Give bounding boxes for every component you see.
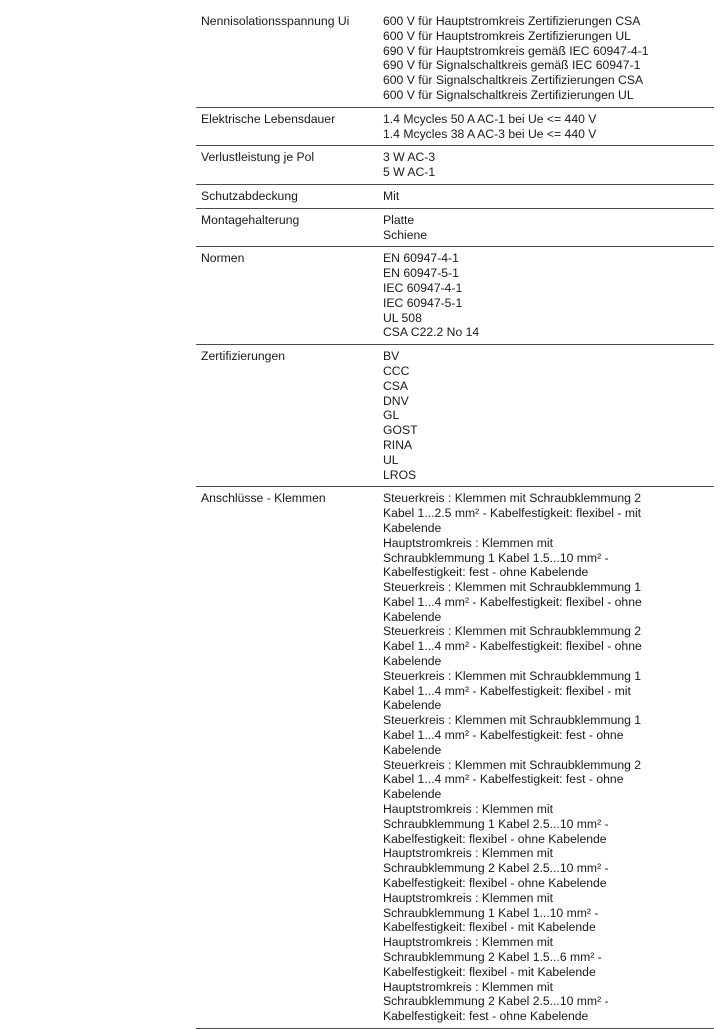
spec-value: Hauptstromkreis : Klemmen mit Schraubklemmung 2 Kabel 1.5...6 mm² - Kabelfestigkeit: flexibel - mit Kabelende	[383, 935, 602, 979]
spec-label: Schutzabdeckung	[201, 188, 298, 203]
spec-value: Steuerkreis : Klemmen mit Schraubklemmung 1 Kabel 1...4 mm² - Kabelfestigkeit: fest - ohne Kabelende	[383, 713, 642, 757]
spec-value: 690 V für Hauptstromkreis gemäß IEC 60947-4-1	[383, 43, 649, 58]
spec-row-anschluesse	[196, 487, 714, 1029]
spec-value: 600 V für Signalschaltkreis Zertifizierungen UL	[383, 87, 634, 102]
spec-value: Hauptstromkreis : Klemmen mit Schraubklemmung 2 Kabel 2.5...10 mm² - Kabelfestigkeit: flexibel - ohne Kabelende	[383, 846, 609, 891]
spec-values	[383, 189, 714, 204]
spec-value: UL	[383, 452, 399, 467]
spec-value: 600 V für Hauptstromkreis Zertifizierungen CSA	[383, 14, 641, 28]
spec-value: Steuerkreis : Klemmen mit Schraubklemmung 1 Kabel 1...4 mm² - Kabelfestigkeit: flexibel - mit Kabelende	[383, 668, 642, 713]
spec-value: CCC	[383, 363, 410, 378]
spec-values	[383, 213, 714, 243]
spec-values	[383, 112, 714, 142]
spec-value: IEC 60947-4-1	[383, 280, 463, 295]
spec-label: Normen	[201, 251, 245, 266]
spec-value: CSA	[383, 378, 409, 393]
spec-label: Nennisolationsspannung Ui	[201, 14, 350, 28]
spec-value: Steuerkreis : Klemmen mit Schraubklemmung 1 Kabel 1...4 mm² - Kabelfestigkeit: flexibel - ohne Kabelende	[383, 580, 642, 624]
spec-value: UL 508	[383, 310, 422, 325]
spec-label: Verlustleistung je Pol	[201, 150, 315, 165]
spec-value: 1.4 Mcycles 38 A AC-3 bei Ue <= 440 V	[383, 126, 597, 141]
spec-label: Zertifizierungen	[201, 349, 285, 364]
spec-label: Elektrische Lebensdauer	[201, 111, 336, 126]
spec-value: GL	[383, 408, 400, 423]
spec-value: Steuerkreis : Klemmen mit Schraubklemmung 2 Kabel 1...4 mm² - Kabelfestigkeit: fest - ohne Kabelende	[383, 757, 642, 802]
spec-value: 690 V für Signalschaltkreis gemäß IEC 60947-1	[383, 58, 641, 73]
spec-row-nennisolationsspannung	[196, 10, 714, 108]
spec-value: GOST	[383, 423, 418, 438]
spec-value: Steuerkreis : Klemmen mit Schraubklemmung 2 Kabel 1...4 mm² - Kabelfestigkeit: flexibel - ohne Kabelende	[383, 624, 642, 669]
spec-value: Platte	[383, 212, 415, 227]
spec-value: EN 60947-5-1	[383, 266, 459, 281]
spec-value: Hauptstromkreis : Klemmen mit Schraubklemmung 2 Kabel 2.5...10 mm² - Kabelfestigkeit: fest - ohne Kabelende	[383, 979, 609, 1024]
spec-value: Steuerkreis : Klemmen mit Schraubklemmung 2 Kabel 1...2.5 mm² - Kabelfestigkeit: flexibel - mit Kabelende	[383, 491, 642, 535]
spec-label: Montagehalterung	[201, 212, 300, 227]
spec-row-normen	[196, 247, 714, 345]
spec-value: Hauptstromkreis : Klemmen mit Schraubklemmung 1 Kabel 1.5...10 mm² - Kabelfestigkeit: fest - ohne Kabelende	[383, 535, 609, 580]
spec-row-zertifizierungen	[196, 345, 714, 487]
spec-value: BV	[383, 349, 400, 364]
spec-value: Schiene	[383, 227, 428, 242]
spec-row-schutzabdeckung	[196, 185, 714, 209]
spec-values	[383, 491, 645, 1024]
spec-table	[196, 10, 714, 1029]
spec-value: Mit	[383, 188, 400, 203]
spec-values	[383, 251, 714, 340]
spec-value: Hauptstromkreis : Klemmen mit Schraubklemmung 1 Kabel 1...10 mm² - Kabelfestigkeit: flexibel - mit Kabelende	[383, 890, 599, 935]
spec-value: 600 V für Hauptstromkreis Zertifizierungen UL	[383, 28, 631, 43]
spec-value: RINA	[383, 437, 413, 452]
spec-values	[383, 349, 714, 482]
spec-value: EN 60947-4-1	[383, 251, 459, 266]
spec-row-lebensdauer	[196, 108, 714, 147]
spec-label: Anschlüsse - Klemmen	[201, 491, 326, 506]
spec-values	[383, 14, 714, 103]
spec-value: 3 W AC-3	[383, 150, 436, 165]
spec-value: CSA C22.2 No 14	[383, 325, 480, 340]
spec-value: DNV	[383, 393, 409, 408]
spec-value: Hauptstromkreis : Klemmen mit Schraubklemmung 1 Kabel 2.5...10 mm² - Kabelfestigkeit: flexibel - ohne Kabelende	[383, 802, 609, 846]
spec-row-verlustleistung	[196, 146, 714, 185]
spec-value: IEC 60947-5-1	[383, 295, 463, 310]
spec-value: LROS	[383, 467, 417, 482]
spec-value: 5 W AC-1	[383, 165, 436, 180]
spec-values	[383, 150, 714, 180]
spec-value: 1.4 Mcycles 50 A AC-1 bei Ue <= 440 V	[383, 111, 597, 126]
spec-value: 600 V für Signalschaltkreis Zertifizierungen CSA	[383, 73, 644, 88]
spec-row-montagehalterung	[196, 209, 714, 248]
